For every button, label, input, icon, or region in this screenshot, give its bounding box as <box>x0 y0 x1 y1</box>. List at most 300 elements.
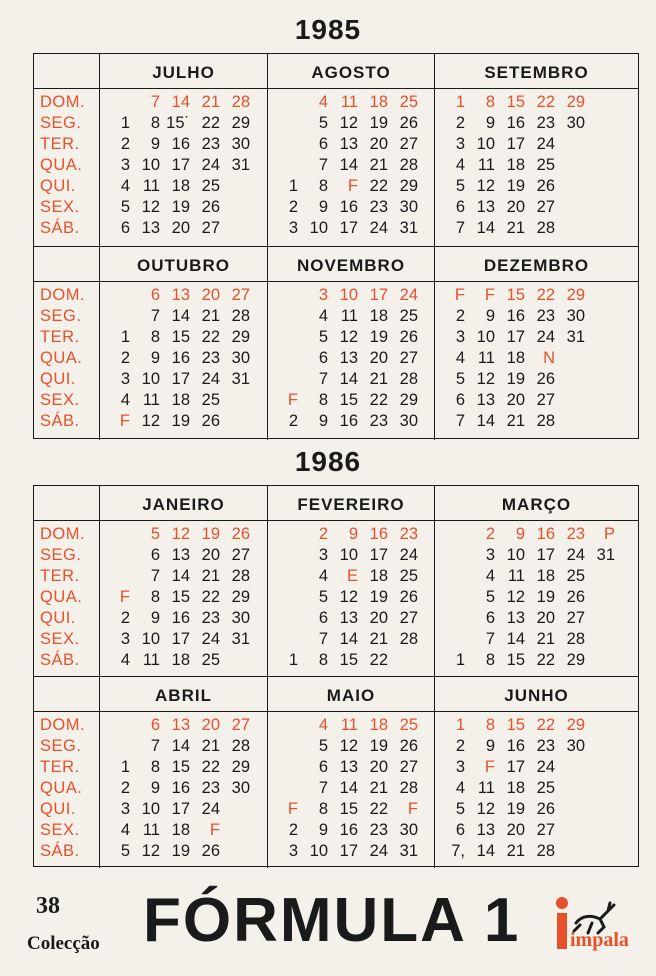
week-row <box>435 306 638 327</box>
day-cell: P <box>603 525 615 543</box>
day-cell: 7 <box>318 156 328 174</box>
day-cell: 22 <box>201 758 220 776</box>
day-cell: 2 <box>120 349 130 367</box>
day-cell: 25 <box>566 567 585 585</box>
day-cell: 20 <box>201 716 220 734</box>
day-cell: 8 <box>150 328 160 346</box>
week-row <box>268 629 434 650</box>
day-cell: 3 <box>288 842 298 860</box>
day-cell: 19 <box>369 737 388 755</box>
day-cell: 21 <box>506 412 525 430</box>
month-outubro <box>100 247 268 440</box>
day-cell: 17 <box>171 370 190 388</box>
week-row <box>268 176 434 197</box>
day-cell: 20 <box>201 546 220 564</box>
day-cell: 17 <box>536 546 555 564</box>
week-row <box>268 306 434 327</box>
day-cell: 24 <box>201 156 220 174</box>
week-row <box>435 155 638 176</box>
week-row <box>100 369 267 390</box>
day-cell: 30 <box>566 114 585 132</box>
weekday-label: SÁB. <box>40 842 80 860</box>
day-cell: 4 <box>455 779 465 797</box>
month-maio <box>268 677 435 868</box>
day-cell: 28 <box>231 567 250 585</box>
day-cell: 22 <box>201 328 220 346</box>
day-cell: 4 <box>455 156 465 174</box>
weekday-label: DOM. <box>40 286 86 304</box>
week-row <box>268 715 434 736</box>
week-row <box>268 218 434 239</box>
day-cell: 18 <box>171 821 190 839</box>
day-cell: 19 <box>506 800 525 818</box>
day-cell: 28 <box>399 779 418 797</box>
day-cell: 5 <box>455 370 465 388</box>
day-cell: 24 <box>201 630 220 648</box>
day-cell: 8 <box>318 177 328 195</box>
day-cell: 28 <box>566 630 585 648</box>
day-cell: 4 <box>485 567 495 585</box>
day-cell: 5 <box>318 737 328 755</box>
day-cell: 28 <box>399 156 418 174</box>
day-cell: 24 <box>201 370 220 388</box>
day-cell: 6 <box>150 546 160 564</box>
day-cell: 17 <box>506 758 525 776</box>
day-cell: 22 <box>201 588 220 606</box>
day-cell: 6 <box>318 349 328 367</box>
week-row <box>100 113 267 134</box>
day-cell: 22 <box>369 651 388 669</box>
weekday-list <box>34 89 99 239</box>
day-cell: 14 <box>171 567 190 585</box>
day-cell: 14 <box>476 842 495 860</box>
day-cell: 2 <box>120 135 130 153</box>
day-cell: 9 <box>150 609 160 627</box>
day-cell: 8 <box>485 716 495 734</box>
day-cell: 15 <box>339 651 358 669</box>
week-row <box>100 285 267 306</box>
day-cell: 22 <box>369 800 388 818</box>
day-cell: 19 <box>369 114 388 132</box>
day-cell: 31 <box>231 630 250 648</box>
day-cell: 5 <box>120 842 130 860</box>
day-grid <box>100 89 267 239</box>
day-cell: 4 <box>120 391 130 409</box>
day-cell: 27 <box>231 716 250 734</box>
day-cell: 10 <box>339 286 358 304</box>
day-cell: 25 <box>399 567 418 585</box>
day-cell: 27 <box>201 219 220 237</box>
day-cell: 12 <box>339 114 358 132</box>
day-cell: 14 <box>171 93 190 111</box>
day-cell: 24 <box>536 758 555 776</box>
day-cell: 1 <box>455 716 465 734</box>
weekday-label: SEG. <box>40 546 82 564</box>
day-cell: 7 <box>318 779 328 797</box>
weekday-column <box>34 247 100 440</box>
day-cell: 28 <box>536 842 555 860</box>
day-cell: 27 <box>231 286 250 304</box>
day-cell: 26 <box>231 525 250 543</box>
day-cell: 9 <box>318 821 328 839</box>
day-cell: 11 <box>142 651 160 669</box>
day-cell: 29 <box>231 328 250 346</box>
day-cell: 18 <box>369 93 388 111</box>
day-cell: 19 <box>536 588 555 606</box>
day-cell: 28 <box>231 307 250 325</box>
day-cell: 29 <box>566 93 585 111</box>
week-row <box>268 608 434 629</box>
day-cell: 17 <box>506 328 525 346</box>
week-row <box>435 799 638 820</box>
day-cell: 12 <box>476 800 495 818</box>
week-row <box>268 348 434 369</box>
calendar-1986-top <box>34 486 638 677</box>
day-cell: 3 <box>455 135 465 153</box>
calendar-1986-bottom <box>34 676 638 868</box>
day-cell: 5 <box>318 328 328 346</box>
day-cell: 3 <box>485 546 495 564</box>
day-cell: 7 <box>318 630 328 648</box>
day-cell: 12 <box>339 737 358 755</box>
day-cell: 17 <box>369 286 388 304</box>
day-cell: 29 <box>566 716 585 734</box>
day-cell: 25 <box>399 716 418 734</box>
day-cell: 3 <box>120 800 130 818</box>
day-cell: F <box>119 588 130 606</box>
day-cell: 10 <box>141 800 160 818</box>
day-cell: 5 <box>318 588 328 606</box>
calendar-1985-top <box>34 54 638 247</box>
day-cell: 31 <box>399 219 418 237</box>
day-cell: 23 <box>536 737 555 755</box>
day-cell: 4 <box>318 716 328 734</box>
impala-logo <box>548 893 644 963</box>
day-cell: 26 <box>399 588 418 606</box>
day-cell: 25 <box>399 93 418 111</box>
weekday-label: QUA. <box>40 588 83 606</box>
day-cell: 2 <box>455 114 465 132</box>
day-cell: 21 <box>201 93 220 111</box>
week-row <box>435 608 638 629</box>
header-spacer <box>34 677 99 712</box>
week-row <box>100 155 267 176</box>
weekday-label: QUI. <box>40 800 76 818</box>
day-cell: 10 <box>309 842 328 860</box>
day-cell: 26 <box>201 842 220 860</box>
day-cell: 29 <box>566 286 585 304</box>
day-cell: 19 <box>171 198 190 216</box>
weekday-label: TER. <box>40 567 80 585</box>
day-cell: 20 <box>506 198 525 216</box>
day-cell: 15 <box>339 391 358 409</box>
week-row <box>100 197 267 218</box>
day-cell: 20 <box>506 821 525 839</box>
day-cell: 30 <box>231 135 250 153</box>
day-cell: 30 <box>231 779 250 797</box>
day-cell: 16 <box>506 307 525 325</box>
week-row <box>100 629 267 650</box>
day-cell: 30 <box>566 737 585 755</box>
day-cell: 19 <box>369 328 388 346</box>
day-cell: 10 <box>141 630 160 648</box>
day-cell: 1 <box>120 114 130 132</box>
day-cell: 9 <box>515 525 525 543</box>
day-cell: 21 <box>369 779 388 797</box>
day-cell: 16 <box>339 821 358 839</box>
day-cell: 2 <box>288 198 298 216</box>
day-cell: 24 <box>536 328 555 346</box>
month-name: AGOSTO <box>268 54 434 89</box>
day-cell: 15 <box>171 328 190 346</box>
day-cell: 15 <box>506 93 525 111</box>
day-cell: 13 <box>476 821 495 839</box>
year-1985-title: 1985 <box>294 14 362 45</box>
week-row <box>100 92 267 113</box>
day-cell: 3 <box>455 328 465 346</box>
day-cell: 6 <box>120 219 130 237</box>
week-row <box>100 799 267 820</box>
week-row <box>268 587 434 608</box>
day-cell: 9 <box>318 198 328 216</box>
impala-antelope-icon <box>548 893 644 963</box>
day-cell: 12 <box>339 588 358 606</box>
day-cell: 31 <box>231 370 250 388</box>
day-cell: 8 <box>150 758 160 776</box>
day-cell: 17 <box>171 630 190 648</box>
day-cell: 21 <box>369 370 388 388</box>
week-row <box>268 369 434 390</box>
week-row <box>435 715 638 736</box>
month-name: OUTUBRO <box>100 247 267 282</box>
day-cell: 13 <box>171 286 190 304</box>
weekday-label: SEX. <box>40 821 80 839</box>
day-cell: 12 <box>141 198 160 216</box>
day-cell: 18 <box>369 567 388 585</box>
day-cell: 7 <box>150 93 160 111</box>
weekday-list <box>34 521 99 671</box>
day-cell: 23 <box>399 525 418 543</box>
month-dezembro <box>435 247 638 440</box>
day-cell: 23 <box>369 821 388 839</box>
day-cell: 8 <box>318 651 328 669</box>
week-row <box>268 113 434 134</box>
day-cell: 16 <box>339 198 358 216</box>
day-cell: 14 <box>171 737 190 755</box>
day-cell: 15˙ <box>166 114 190 132</box>
day-cell: 3 <box>318 546 328 564</box>
day-cell: 4 <box>318 93 328 111</box>
day-cell: 23 <box>369 412 388 430</box>
week-row <box>435 841 638 862</box>
day-cell: 6 <box>150 716 160 734</box>
day-cell: 27 <box>566 609 585 627</box>
day-cell: 23 <box>201 609 220 627</box>
day-cell: 26 <box>536 370 555 388</box>
weekday-label: SEG. <box>40 307 82 325</box>
day-cell: 12 <box>141 412 160 430</box>
day-grid <box>435 282 638 432</box>
day-cell: 26 <box>201 412 220 430</box>
day-cell: 1 <box>120 758 130 776</box>
day-cell: 2 <box>288 821 298 839</box>
day-cell: 26 <box>536 177 555 195</box>
day-cell: 2 <box>288 412 298 430</box>
week-row <box>435 113 638 134</box>
month-name: ABRIL <box>100 677 267 712</box>
day-cell: 22 <box>201 114 220 132</box>
day-cell: 12 <box>141 842 160 860</box>
week-row <box>100 778 267 799</box>
day-cell: 10 <box>141 156 160 174</box>
week-row <box>100 524 267 545</box>
day-cell: 18 <box>506 779 525 797</box>
week-row <box>268 327 434 348</box>
day-cell: 31 <box>596 546 615 564</box>
day-cell: 24 <box>536 135 555 153</box>
day-cell: 8 <box>150 114 160 132</box>
day-cell: 2 <box>455 307 465 325</box>
month-novembro <box>268 247 435 440</box>
day-cell: 13 <box>339 135 358 153</box>
day-cell: 16 <box>339 412 358 430</box>
week-row <box>268 566 434 587</box>
weekday-label: QUI. <box>40 609 76 627</box>
day-cell: F <box>347 177 358 195</box>
week-row <box>100 608 267 629</box>
week-row <box>268 390 434 411</box>
day-cell: E <box>346 567 358 585</box>
week-row <box>435 757 638 778</box>
weekday-label: QUI. <box>40 370 76 388</box>
day-cell: 3 <box>318 286 328 304</box>
day-cell: 4 <box>318 567 328 585</box>
week-row <box>268 799 434 820</box>
day-cell: 15 <box>171 758 190 776</box>
month-name: JUNHO <box>435 677 638 712</box>
day-cell: 23 <box>201 349 220 367</box>
week-row <box>268 650 434 671</box>
day-cell: 10 <box>476 135 495 153</box>
day-cell: 26 <box>399 114 418 132</box>
weekday-label: SÁB. <box>40 219 80 237</box>
month-junho <box>435 677 638 868</box>
day-cell: 30 <box>231 349 250 367</box>
day-cell: 19 <box>171 412 190 430</box>
weekday-label: SEX. <box>40 391 80 409</box>
day-cell: 25 <box>201 177 220 195</box>
day-cell: 1 <box>455 93 465 111</box>
day-cell: F <box>484 758 495 776</box>
day-cell: 3 <box>120 370 130 388</box>
day-cell: 30 <box>399 198 418 216</box>
day-cell: 30 <box>566 307 585 325</box>
weekday-column <box>34 677 100 868</box>
day-cell: 16 <box>506 737 525 755</box>
day-cell: 7 <box>150 307 160 325</box>
day-cell: 25 <box>201 391 220 409</box>
day-cell: 14 <box>476 219 495 237</box>
weekday-label: SÁB. <box>40 651 80 669</box>
weekday-label: DOM. <box>40 716 86 734</box>
day-cell: 2 <box>120 609 130 627</box>
day-cell: 9 <box>348 525 358 543</box>
week-row <box>268 155 434 176</box>
day-cell: 20 <box>369 349 388 367</box>
week-row <box>435 650 638 671</box>
day-cell: 21 <box>506 219 525 237</box>
brand-name: impala <box>570 929 629 951</box>
day-grid <box>268 521 434 671</box>
day-cell: 24 <box>566 546 585 564</box>
day-cell: 1 <box>288 177 298 195</box>
day-cell: 1 <box>288 651 298 669</box>
day-cell: 19 <box>369 588 388 606</box>
week-row <box>100 757 267 778</box>
day-cell: 28 <box>399 630 418 648</box>
day-cell: 22 <box>536 651 555 669</box>
month-name: SETEMBRO <box>435 54 638 89</box>
day-cell: 18 <box>171 177 190 195</box>
day-cell: 9 <box>150 779 160 797</box>
day-cell: 5 <box>150 525 160 543</box>
day-cell: 29 <box>399 177 418 195</box>
week-row <box>435 348 638 369</box>
day-cell: 8 <box>318 391 328 409</box>
calendar-1986 <box>33 485 639 867</box>
week-row <box>435 411 638 432</box>
day-cell: 10 <box>506 546 525 564</box>
week-row <box>268 736 434 757</box>
day-cell: 4 <box>120 651 130 669</box>
day-cell: 2 <box>455 737 465 755</box>
day-cell: F <box>407 800 418 818</box>
collection-label: Colecção <box>27 933 100 954</box>
day-cell: 24 <box>369 219 388 237</box>
week-row <box>435 736 638 757</box>
day-cell: 13 <box>506 609 525 627</box>
day-cell: 23 <box>536 307 555 325</box>
week-row <box>100 306 267 327</box>
week-row <box>435 92 638 113</box>
day-cell: 27 <box>536 821 555 839</box>
day-cell: 10 <box>141 370 160 388</box>
day-cell: 2 <box>485 525 495 543</box>
day-cell: 13 <box>339 349 358 367</box>
weekday-list <box>34 282 99 432</box>
week-row <box>268 411 434 432</box>
day-cell: 17 <box>506 135 525 153</box>
day-cell: 16 <box>369 525 388 543</box>
week-row <box>435 197 638 218</box>
day-cell: 30 <box>399 821 418 839</box>
day-cell: 19 <box>201 525 220 543</box>
day-cell: 24 <box>201 800 220 818</box>
header-spacer <box>34 247 99 282</box>
month-name: DEZEMBRO <box>435 247 638 282</box>
calendar-1985 <box>33 53 639 439</box>
weekday-label: SEX. <box>40 198 80 216</box>
week-row <box>100 327 267 348</box>
week-row <box>268 820 434 841</box>
header-spacer <box>34 54 99 89</box>
day-cell: 16 <box>506 114 525 132</box>
calendar-1985-bottom <box>34 246 638 440</box>
day-cell: 10 <box>476 328 495 346</box>
day-cell: 11 <box>477 156 495 174</box>
day-cell: 8 <box>150 588 160 606</box>
day-cell: 9 <box>485 307 495 325</box>
